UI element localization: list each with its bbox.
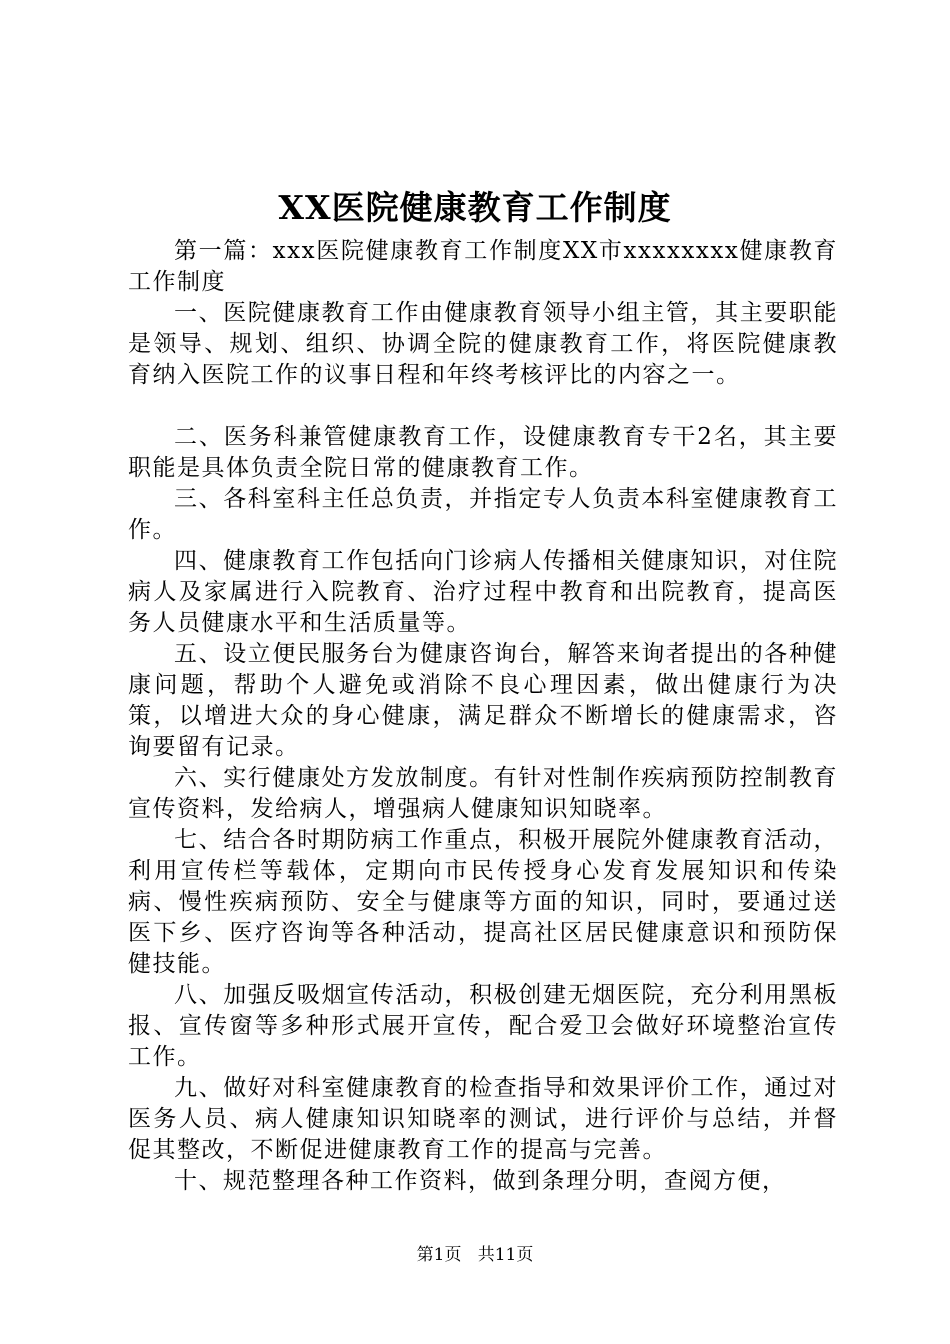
paragraph-item-9: 九、做好对科室健康教育的检查指导和效果评价工作，通过对医务人员、病人健康知识知晓率的测试，进行评价与总结，并督促其整改，不断促进健康教育工作的提高与完善。 (128, 1075, 838, 1163)
paragraph-item-1: 一、医院健康教育工作由健康教育领导小组主管，其主要职能是领导、规划、组织、协调全院的健康教育工作，将医院健康教育纳入医院工作的议事日程和年终考核评比的内容之一。 (128, 300, 838, 388)
paragraph-item-8: 八、加强反吸烟宣传活动，积极创建无烟医院，充分利用黑板报、宣传窗等多种形式展开宣传，配合爱卫会做好环境整治宣传工作。 (128, 982, 838, 1070)
paragraph-item-10: 十、规范整理各种工作资料，做到条理分明，查阅方便， (174, 1168, 787, 1194)
paragraph-item-2: 二、医务科兼管健康教育工作，设健康教育专干2名，其主要职能是具体负责全院日常的健康教育工作。 (128, 424, 838, 481)
footer-separator (467, 1245, 472, 1265)
paragraph-item-3: 三、各科室科主任总负责，并指定专人负责本科室健康教育工作。 (128, 486, 838, 543)
document-title: XX医院健康教育工作制度 (278, 188, 672, 227)
paragraph-item-4: 四、健康教育工作包括向门诊病人传播相关健康知识，对住院病人及家属进行入院教育、治疗过程中教育和出院教育，提高医务人员健康水平和生活质量等。 (128, 548, 838, 636)
paragraph-item-6: 六、实行健康处方发放制度。有针对性制作疾病预防控制教育宣传资料，发给病人，增强病人健康知识知晓率。 (128, 765, 838, 822)
document-body (128, 236, 838, 1197)
paragraph-item-7: 七、结合各时期防病工作重点，积极开展院外健康教育活动，利用宣传栏等载体，定期向市民传授身心发育发展知识和传染病、慢性疾病预防、安全与健康等方面的知识，同时，要通过送医下乡、医疗咨询等各种活动，提高社区居民健康意识和预防保健技能。 (128, 827, 838, 977)
paragraph-intro: 第一篇：xxx医院健康教育工作制度XX市xxxxxxxx健康教育工作制度 (128, 238, 838, 295)
paragraph-item-5: 五、设立便民服务台为健康咨询台，解答来询者提出的各种健康问题，帮助个人避免或消除不良心理因素，做出健康行为决策，以增进大众的身心健康，满足群众不断增长的健康需求，咨询要留有记录。 (128, 641, 838, 760)
page-footer (0, 1243, 950, 1267)
page-number: 第1页 (416, 1245, 462, 1265)
page-total: 共11页 (477, 1245, 534, 1265)
